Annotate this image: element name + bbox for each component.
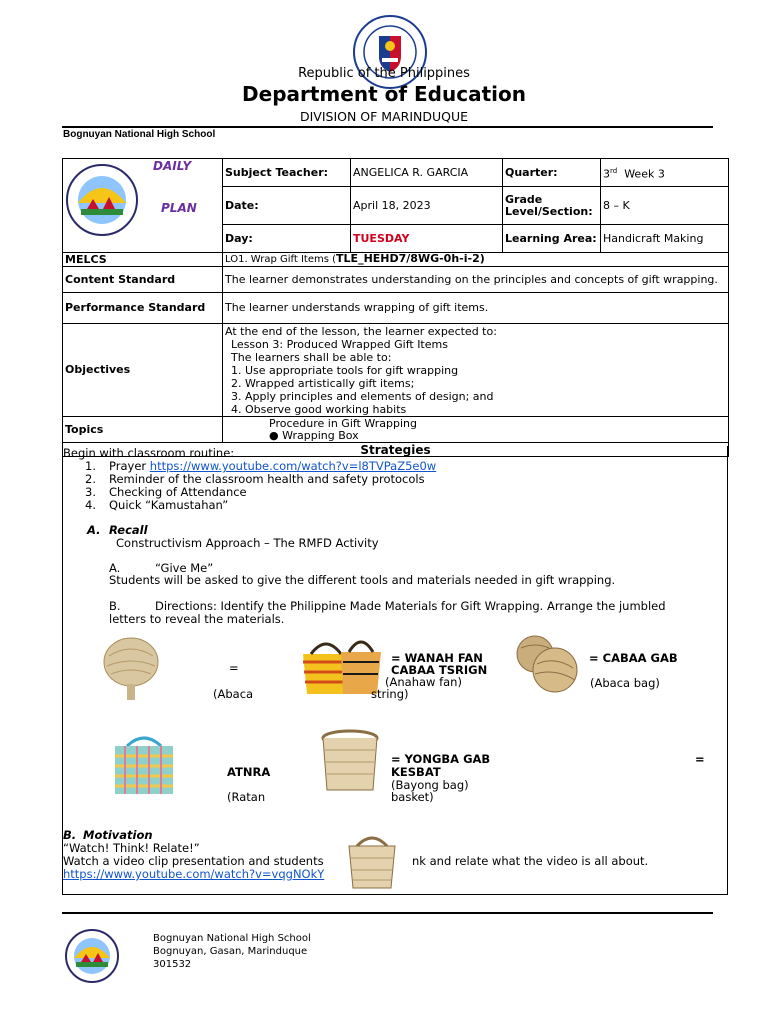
- school-name: Bognuyan National High School: [63, 129, 216, 140]
- topics-value: [223, 417, 729, 443]
- watch-description-1: Watch a video clip presentation and students: [63, 854, 324, 868]
- motivation-letter: B.: [63, 828, 77, 842]
- strategies-box: [62, 446, 728, 895]
- wanah-fan: = WANAH FAN: [391, 651, 483, 665]
- objectives-label: Objectives: [63, 324, 223, 417]
- strategies-heading: Strategies: [63, 443, 729, 457]
- anahaw-fan-answer: (Anahaw fan): [385, 675, 462, 689]
- date-value: April 18, 2023: [351, 187, 503, 225]
- school-logo: [65, 163, 139, 237]
- abaca-text: (Abaca: [213, 687, 254, 701]
- routine-item: Quick “Kamustahan”: [109, 498, 229, 512]
- routine-item: Prayer https://www.youtube.com/watch?v=l8TVPaZ5e0w: [109, 459, 437, 473]
- recall-heading: Recall: [109, 523, 148, 537]
- objective-line: 3. Apply principles and elements of design; and: [231, 390, 494, 403]
- abaca-twine-image: [511, 630, 581, 696]
- routine-item: Checking of Attendance: [109, 485, 247, 499]
- recall-letter: A.: [87, 523, 101, 537]
- give-me-description: Students will be asked to give the different tools and materials needed in gift wrapping.: [109, 573, 616, 587]
- eq-sign-right: =: [695, 752, 705, 766]
- grade-value: 8 – K: [601, 187, 729, 225]
- grade-label: Grade Level/Section:: [503, 187, 601, 225]
- routine-intro: Begin with classroom routine:: [63, 446, 235, 460]
- footer-school-id: 301532: [153, 959, 192, 970]
- division-heading: DIVISION OF MARINDUQUE: [299, 109, 469, 124]
- daily-label: DAILY: [153, 159, 192, 173]
- school-logo-cell: [63, 159, 223, 253]
- motivation-heading: Motivation: [83, 828, 153, 842]
- motivation-video-link[interactable]: https://www.youtube.com/watch?v=vqgNOkY: [63, 867, 325, 881]
- objective-line: At the end of the lesson, the learner expected to:: [225, 325, 497, 338]
- day-value: TUESDAY: [351, 225, 503, 253]
- footer-location: Bognuyan, Gasan, Marinduque: [153, 946, 308, 957]
- routine-num: 2.: [85, 472, 96, 486]
- content-standard-label: Content Standard: [63, 267, 223, 293]
- give-me-title: “Give Me”: [155, 561, 214, 575]
- bayong-bag-answer: (Bayong bag): [391, 778, 469, 792]
- a-letter: A.: [109, 561, 121, 575]
- footer-address: [153, 932, 311, 971]
- day-label: Day:: [223, 225, 351, 253]
- string-answer: string): [371, 687, 409, 701]
- footer-divider: [62, 912, 713, 914]
- melcs-label: MELCS: [63, 253, 223, 267]
- topic-line: Procedure in Gift Wrapping: [269, 416, 417, 430]
- learning-area-value: Handicraft Making: [601, 225, 729, 253]
- directions-line-1: Directions: Identify the Philippine Made Materials for Gift Wrapping. Arrange the jumbled: [155, 599, 666, 613]
- header-divider: [62, 126, 713, 128]
- learning-area-label: Learning Area:: [503, 225, 601, 253]
- melcs-value: LO1. Wrap Gift Items (TLE_HEHD7/8WG-0h-i-2): [223, 253, 729, 267]
- objective-line: The learners shall be able to:: [231, 351, 392, 364]
- lesson-plan-table: [62, 158, 729, 457]
- basket-answer: basket): [391, 790, 434, 804]
- abaca-bag-answer: (Abaca bag): [590, 676, 660, 690]
- quarter-value: 3rd Week 3: [601, 159, 729, 187]
- ratan-text: (Ratan: [227, 790, 266, 804]
- department-heading: Department of Education: [242, 82, 526, 106]
- objective-line: 2. Wrapped artistically gift items;: [231, 377, 415, 390]
- cabaa-tsrign: CABAA TSRIGN: [391, 663, 488, 677]
- date-label: Date:: [223, 187, 351, 225]
- cabaa-gab: = CABAA GAB: [589, 651, 678, 665]
- yongba-gab: = YONGBA GAB: [391, 752, 491, 766]
- footer-school-name: Bognuyan National High School: [153, 933, 311, 944]
- performance-standard-value: The learner understands wrapping of gift items.: [223, 293, 729, 324]
- routine-num: 1.: [85, 459, 96, 473]
- rattan-basket-image: [319, 728, 381, 794]
- subject-teacher-label: Subject Teacher:: [223, 159, 351, 187]
- atnra: ATNRA: [227, 765, 271, 779]
- watch-think-relate: “Watch! Think! Relate!”: [63, 841, 200, 855]
- performance-standard-label: Performance Standard: [63, 293, 223, 324]
- directions-line-2: letters to reveal the materials.: [109, 612, 285, 626]
- footer-school-logo: [64, 928, 120, 984]
- basket-image: [345, 832, 399, 890]
- prayer-video-link[interactable]: https://www.youtube.com/watch?v=l8TVPaZ5e0w: [149, 459, 437, 473]
- routine-num: 3.: [85, 485, 96, 499]
- plan-label: PLAN: [161, 201, 197, 215]
- topic-line: ● Wrapping Box: [269, 428, 359, 442]
- objectives-value: [223, 324, 729, 417]
- woven-bag-image: [111, 732, 177, 796]
- routine-item: Reminder of the classroom health and safety protocols: [109, 472, 425, 486]
- kesbat: KESBAT: [391, 765, 441, 779]
- b-letter: B.: [109, 599, 121, 613]
- quarter-label: Quarter:: [503, 159, 601, 187]
- approach-text: Constructivism Approach – The RMFD Activity: [116, 536, 379, 550]
- abaca-fan-image: [101, 636, 161, 702]
- objective-line: 4. Observe good working habits: [231, 403, 407, 416]
- routine-num: 4.: [85, 498, 96, 512]
- objective-line: Lesson 3: Produced Wrapped Gift Items: [231, 338, 448, 351]
- topics-label: Topics: [63, 417, 223, 443]
- objective-line: 1. Use appropriate tools for gift wrapping: [231, 364, 459, 377]
- watch-description-2: nk and relate what the video is all about.: [412, 854, 649, 868]
- teacher-name: ANGELICA R. GARCIA: [351, 159, 503, 187]
- republic-heading: Republic of the Philippines: [298, 66, 470, 81]
- content-standard-value: The learner demonstrates understanding on the principles and concepts of gift wrapping.: [223, 267, 729, 293]
- eq-sign: =: [229, 661, 239, 675]
